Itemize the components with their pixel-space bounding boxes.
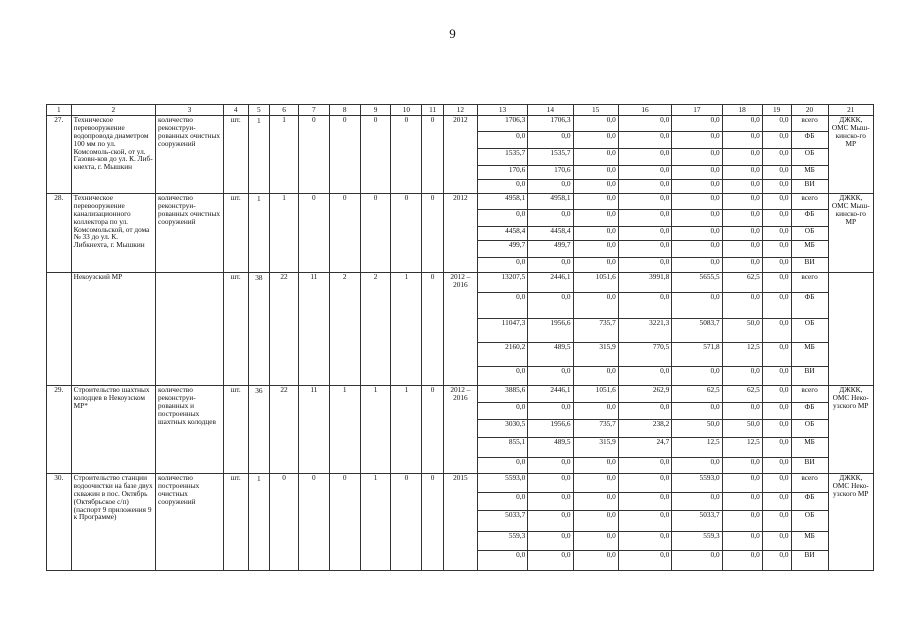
column-header: 6 (270, 105, 299, 116)
funding-source: ОБ (791, 420, 828, 438)
value-cell: 1 (248, 116, 270, 194)
funding-value: 0,0 (722, 149, 762, 166)
indicator-name (156, 273, 224, 386)
funding-value: 0,0 (762, 319, 791, 343)
funding-value: 0,0 (722, 474, 762, 493)
funding-value: 0,0 (618, 458, 671, 474)
funding-value: 0,0 (573, 132, 618, 149)
value-cell: 0 (391, 474, 422, 571)
funding-value: 0,0 (762, 367, 791, 386)
funding-value: 0,0 (762, 210, 791, 227)
funding-value: 0,0 (672, 180, 722, 194)
value-cell: 0 (391, 116, 422, 194)
value-cell: 36 (248, 386, 270, 474)
funding-value: 0,0 (477, 458, 527, 474)
funding-value: 0,0 (762, 116, 791, 132)
funding-value: 2160,2 (477, 343, 527, 367)
funding-value: 0,0 (528, 532, 573, 551)
funding-source: ВИ (791, 458, 828, 474)
funding-value: 1535,7 (528, 149, 573, 166)
funding-value: 0,0 (672, 493, 722, 511)
funding-value: 0,0 (722, 116, 762, 132)
funding-value: 0,0 (528, 180, 573, 194)
measure-name: Строительство станции водоочистки на базе двух скважин в пос. Октябрь (Октябрьское с/п) (паспорт 9 приложения 9 к Программе) (71, 474, 155, 571)
value-cell: 1 (360, 386, 391, 474)
funding-value: 12,5 (722, 438, 762, 458)
funding-source: ОБ (791, 511, 828, 532)
funding-value: 50,0 (722, 319, 762, 343)
row-number (47, 273, 72, 386)
funding-value: 2446,1 (528, 386, 573, 403)
value-cell: 11 (298, 273, 329, 386)
funding-value: 2446,1 (528, 273, 573, 293)
funding-value: 0,0 (573, 493, 618, 511)
table-row (47, 474, 874, 493)
funding-value: 4458,4 (528, 227, 573, 241)
funding-value: 489,5 (528, 438, 573, 458)
column-header: 14 (528, 105, 573, 116)
funding-value: 0,0 (618, 116, 671, 132)
funding-value: 0,0 (618, 241, 671, 258)
funding-value: 0,0 (618, 149, 671, 166)
unit-cell: шт. (223, 474, 248, 571)
funding-value: 262,9 (618, 386, 671, 403)
funding-value: 0,0 (762, 343, 791, 367)
value-cell: 0 (329, 194, 360, 273)
funding-value: 0,0 (672, 241, 722, 258)
funding-value: 170,6 (477, 166, 527, 180)
funding-value: 0,0 (762, 227, 791, 241)
funding-value: 0,0 (672, 132, 722, 149)
funding-value: 0,0 (762, 511, 791, 532)
funding-value: 0,0 (573, 474, 618, 493)
measure-name: Техническое перевооружение водопровода диаметром 100 мм по ул. Комсомоль-ской, от ул. Газовн-ков до ул. К. Либ-кнехта, г. Мышкин (71, 116, 155, 194)
funding-value: 0,0 (573, 241, 618, 258)
funding-value: 1051,6 (573, 386, 618, 403)
funding-value: 0,0 (528, 458, 573, 474)
funding-value: 0,0 (762, 438, 791, 458)
column-header: 3 (156, 105, 224, 116)
funding-value: 855,1 (477, 438, 527, 458)
column-header: 1 (47, 105, 72, 116)
funding-value: 0,0 (722, 166, 762, 180)
funding-value: 0,0 (618, 293, 671, 319)
value-cell: 0 (422, 474, 444, 571)
column-header: 20 (791, 105, 828, 116)
funding-value: 0,0 (672, 194, 722, 210)
table-row (47, 194, 874, 210)
value-cell: 1 (248, 474, 270, 571)
funding-value: 0,0 (762, 551, 791, 571)
column-header: 19 (762, 105, 791, 116)
measure-name: Некоузский МР (71, 273, 155, 386)
row-number: 27. (47, 116, 72, 194)
value-cell: 0 (360, 194, 391, 273)
funding-value: 13207,5 (477, 273, 527, 293)
value-cell: 0 (391, 194, 422, 273)
funding-value: 770,5 (618, 343, 671, 367)
funding-value: 0,0 (477, 210, 527, 227)
funding-value: 571,8 (672, 343, 722, 367)
executor-cell: ДЖКК, ОМС Мыш-кинско-го МР (828, 116, 873, 194)
funding-value: 1706,3 (477, 116, 527, 132)
funding-value: 499,7 (528, 241, 573, 258)
funding-value: 0,0 (722, 551, 762, 571)
funding-source: ФБ (791, 210, 828, 227)
program-table (46, 104, 874, 571)
funding-value: 1051,6 (573, 273, 618, 293)
page-number: 9 (449, 26, 456, 41)
funding-value: 0,0 (762, 458, 791, 474)
funding-value: 0,0 (618, 511, 671, 532)
funding-value: 0,0 (528, 403, 573, 420)
funding-value: 11047,3 (477, 319, 527, 343)
value-cell: 22 (270, 273, 299, 386)
funding-value: 50,0 (722, 420, 762, 438)
column-header: 21 (828, 105, 873, 116)
funding-value: 62,5 (722, 273, 762, 293)
funding-source: ФБ (791, 493, 828, 511)
funding-value: 0,0 (672, 293, 722, 319)
funding-source: ФБ (791, 403, 828, 420)
funding-value: 0,0 (573, 367, 618, 386)
funding-value: 0,0 (477, 132, 527, 149)
funding-value: 735,7 (573, 319, 618, 343)
funding-value: 0,0 (573, 227, 618, 241)
funding-source: ОБ (791, 319, 828, 343)
funding-value: 24,7 (618, 438, 671, 458)
value-cell: 1 (270, 194, 299, 273)
value-cell: 0 (360, 116, 391, 194)
value-cell: 1 (391, 386, 422, 474)
executor-cell: ДЖКК, ОМС Мыш-кинско-го МР (828, 194, 873, 273)
column-header: 15 (573, 105, 618, 116)
funding-source: всего (791, 386, 828, 403)
table-row (47, 116, 874, 132)
funding-value: 559,3 (477, 532, 527, 551)
funding-value: 0,0 (762, 386, 791, 403)
value-cell: 1 (360, 474, 391, 571)
funding-source: МБ (791, 343, 828, 367)
funding-source: ОБ (791, 227, 828, 241)
funding-value: 0,0 (528, 511, 573, 532)
measure-name: Техническое перевооружение канализационного коллектора по ул. Комсомольской, от дома № 33 до ул. К. Либкнехта, г. Мышкин (71, 194, 155, 273)
value-cell: 0 (298, 474, 329, 571)
funding-value: 0,0 (528, 258, 573, 273)
funding-value: 0,0 (618, 367, 671, 386)
funding-value: 315,9 (573, 343, 618, 367)
funding-value: 0,0 (573, 180, 618, 194)
funding-value: 0,0 (618, 132, 671, 149)
funding-value: 12,5 (722, 343, 762, 367)
funding-value: 0,0 (722, 532, 762, 551)
funding-value: 0,0 (618, 180, 671, 194)
column-header: 8 (329, 105, 360, 116)
executor-cell: ДЖКК, ОМС Неко-узского МР (828, 386, 873, 474)
value-cell: 1 (248, 194, 270, 273)
funding-value: 5593,0 (477, 474, 527, 493)
column-header: 7 (298, 105, 329, 116)
period-cell: 2012 – 2016 (443, 386, 477, 474)
period-cell: 2012 (443, 116, 477, 194)
value-cell: 0 (329, 474, 360, 571)
funding-value: 0,0 (762, 273, 791, 293)
funding-value: 0,0 (762, 420, 791, 438)
funding-value: 0,0 (672, 166, 722, 180)
funding-value: 0,0 (762, 493, 791, 511)
funding-value: 0,0 (722, 511, 762, 532)
value-cell: 38 (248, 273, 270, 386)
executor-cell (828, 273, 873, 386)
funding-value: 0,0 (618, 403, 671, 420)
funding-value: 0,0 (477, 367, 527, 386)
executor-cell: ДЖКК, ОМС Неко-узского МР (828, 474, 873, 571)
funding-source: всего (791, 474, 828, 493)
funding-source: ВИ (791, 180, 828, 194)
funding-value: 4958,1 (528, 194, 573, 210)
funding-source: МБ (791, 438, 828, 458)
funding-source: ФБ (791, 293, 828, 319)
funding-value: 0,0 (477, 293, 527, 319)
funding-source: МБ (791, 532, 828, 551)
funding-value: 5655,5 (672, 273, 722, 293)
funding-value: 4958,1 (477, 194, 527, 210)
value-cell: 2 (360, 273, 391, 386)
period-cell: 2015 (443, 474, 477, 571)
unit-cell: шт. (223, 273, 248, 386)
funding-value: 0,0 (722, 258, 762, 273)
unit-cell: шт. (223, 116, 248, 194)
row-number: 29. (47, 386, 72, 474)
funding-value: 0,0 (618, 194, 671, 210)
funding-value: 0,0 (762, 194, 791, 210)
funding-value: 1956,6 (528, 420, 573, 438)
value-cell: 1 (391, 273, 422, 386)
funding-value: 0,0 (672, 551, 722, 571)
indicator-name: количество построенных очистных сооружений (156, 474, 224, 571)
funding-value: 0,0 (573, 194, 618, 210)
funding-source: ОБ (791, 149, 828, 166)
funding-value: 0,0 (477, 403, 527, 420)
funding-value: 0,0 (672, 210, 722, 227)
measure-name: Строительство шахтных колодцев в Некоузском МР* (71, 386, 155, 474)
funding-value: 0,0 (722, 227, 762, 241)
funding-value: 0,0 (722, 132, 762, 149)
table-body (47, 116, 874, 571)
value-cell: 22 (270, 386, 299, 474)
funding-value: 0,0 (722, 241, 762, 258)
period-cell: 2012 – 2016 (443, 273, 477, 386)
funding-value: 0,0 (528, 474, 573, 493)
indicator-name: количество реконструи-рованных и построенных шахтных колодцев (156, 386, 224, 474)
value-cell: 1 (270, 116, 299, 194)
funding-value: 1535,7 (477, 149, 527, 166)
funding-value: 499,7 (477, 241, 527, 258)
funding-value: 0,0 (762, 293, 791, 319)
funding-value: 0,0 (672, 149, 722, 166)
funding-value: 62,5 (722, 386, 762, 403)
funding-value: 735,7 (573, 420, 618, 438)
value-cell: 0 (329, 116, 360, 194)
funding-value: 0,0 (722, 210, 762, 227)
column-header: 2 (71, 105, 155, 116)
funding-source: ВИ (791, 551, 828, 571)
funding-value: 3991,8 (618, 273, 671, 293)
funding-value: 0,0 (762, 180, 791, 194)
column-header: 16 (618, 105, 671, 116)
funding-value: 50,0 (672, 420, 722, 438)
funding-value: 0,0 (477, 551, 527, 571)
funding-value: 5593,0 (672, 474, 722, 493)
funding-value: 0,0 (618, 210, 671, 227)
value-cell: 0 (422, 116, 444, 194)
funding-value: 0,0 (762, 403, 791, 420)
funding-value: 0,0 (672, 458, 722, 474)
funding-value: 0,0 (573, 532, 618, 551)
funding-value: 238,2 (618, 420, 671, 438)
funding-value: 0,0 (618, 551, 671, 571)
funding-value: 12,5 (672, 438, 722, 458)
funding-value: 5033,7 (477, 511, 527, 532)
table-row (47, 273, 874, 293)
value-cell: 0 (422, 273, 444, 386)
funding-value: 559,3 (672, 532, 722, 551)
funding-value: 0,0 (762, 258, 791, 273)
funding-value: 0,0 (762, 241, 791, 258)
row-number: 28. (47, 194, 72, 273)
value-cell: 0 (422, 194, 444, 273)
funding-value: 0,0 (672, 367, 722, 386)
funding-value: 0,0 (618, 474, 671, 493)
funding-value: 315,9 (573, 438, 618, 458)
funding-value: 0,0 (618, 166, 671, 180)
funding-value: 5033,7 (672, 511, 722, 532)
funding-value: 0,0 (528, 132, 573, 149)
value-cell: 11 (298, 386, 329, 474)
column-header: 5 (248, 105, 270, 116)
funding-value: 0,0 (722, 403, 762, 420)
funding-value: 5083,7 (672, 319, 722, 343)
funding-value: 0,0 (618, 532, 671, 551)
funding-value: 0,0 (762, 532, 791, 551)
row-number: 30. (47, 474, 72, 571)
funding-value: 0,0 (573, 258, 618, 273)
funding-value: 0,0 (573, 210, 618, 227)
funding-value: 170,6 (528, 166, 573, 180)
funding-value: 0,0 (573, 166, 618, 180)
funding-value: 3221,3 (618, 319, 671, 343)
funding-value: 0,0 (762, 132, 791, 149)
funding-value: 0,0 (672, 403, 722, 420)
funding-value: 0,0 (528, 551, 573, 571)
funding-value: 0,0 (573, 458, 618, 474)
funding-value: 0,0 (573, 149, 618, 166)
funding-value: 62,5 (672, 386, 722, 403)
value-cell: 0 (422, 386, 444, 474)
funding-value: 3885,6 (477, 386, 527, 403)
column-header: 13 (477, 105, 527, 116)
column-header: 4 (223, 105, 248, 116)
funding-value: 1956,6 (528, 319, 573, 343)
funding-value: 0,0 (528, 210, 573, 227)
indicator-name: количество реконструи-рованных очистных сооружений (156, 116, 224, 194)
funding-value: 3030,5 (477, 420, 527, 438)
column-header: 18 (722, 105, 762, 116)
funding-value: 0,0 (618, 493, 671, 511)
column-header: 9 (360, 105, 391, 116)
column-header: 10 (391, 105, 422, 116)
funding-value: 0,0 (722, 367, 762, 386)
funding-value: 0,0 (573, 403, 618, 420)
funding-value: 0,0 (477, 180, 527, 194)
value-cell: 0 (298, 116, 329, 194)
funding-value: 0,0 (477, 258, 527, 273)
funding-source: всего (791, 194, 828, 210)
funding-source: всего (791, 116, 828, 132)
table-row (47, 386, 874, 403)
unit-cell: шт. (223, 386, 248, 474)
funding-source: ВИ (791, 258, 828, 273)
value-cell: 0 (270, 474, 299, 571)
funding-value: 0,0 (722, 493, 762, 511)
funding-value: 489,5 (528, 343, 573, 367)
funding-value: 0,0 (672, 116, 722, 132)
funding-value: 0,0 (528, 367, 573, 386)
funding-value: 0,0 (762, 474, 791, 493)
funding-value: 0,0 (573, 116, 618, 132)
funding-value: 0,0 (528, 493, 573, 511)
funding-value: 0,0 (762, 166, 791, 180)
funding-value: 0,0 (573, 293, 618, 319)
funding-value: 0,0 (722, 180, 762, 194)
funding-value: 0,0 (477, 493, 527, 511)
funding-value: 0,0 (722, 194, 762, 210)
funding-source: ФБ (791, 132, 828, 149)
funding-value: 0,0 (618, 258, 671, 273)
funding-source: МБ (791, 166, 828, 180)
funding-value: 4458,4 (477, 227, 527, 241)
column-header: 17 (672, 105, 722, 116)
value-cell: 2 (329, 273, 360, 386)
funding-value: 0,0 (722, 293, 762, 319)
period-cell: 2012 (443, 194, 477, 273)
funding-source: всего (791, 273, 828, 293)
value-cell: 0 (298, 194, 329, 273)
column-header: 12 (443, 105, 477, 116)
funding-value: 0,0 (762, 149, 791, 166)
value-cell: 1 (329, 386, 360, 474)
unit-cell: шт. (223, 194, 248, 273)
funding-value: 0,0 (722, 458, 762, 474)
funding-value: 0,0 (618, 227, 671, 241)
table-header (47, 105, 874, 116)
funding-value: 0,0 (672, 227, 722, 241)
funding-value: 1706,3 (528, 116, 573, 132)
funding-value: 0,0 (528, 293, 573, 319)
funding-value: 0,0 (573, 511, 618, 532)
column-header: 11 (422, 105, 444, 116)
funding-source: ВИ (791, 367, 828, 386)
indicator-name: количество реконструи-рованных очистных сооружений (156, 194, 224, 273)
funding-source: МБ (791, 241, 828, 258)
funding-value: 0,0 (573, 551, 618, 571)
funding-value: 0,0 (672, 258, 722, 273)
